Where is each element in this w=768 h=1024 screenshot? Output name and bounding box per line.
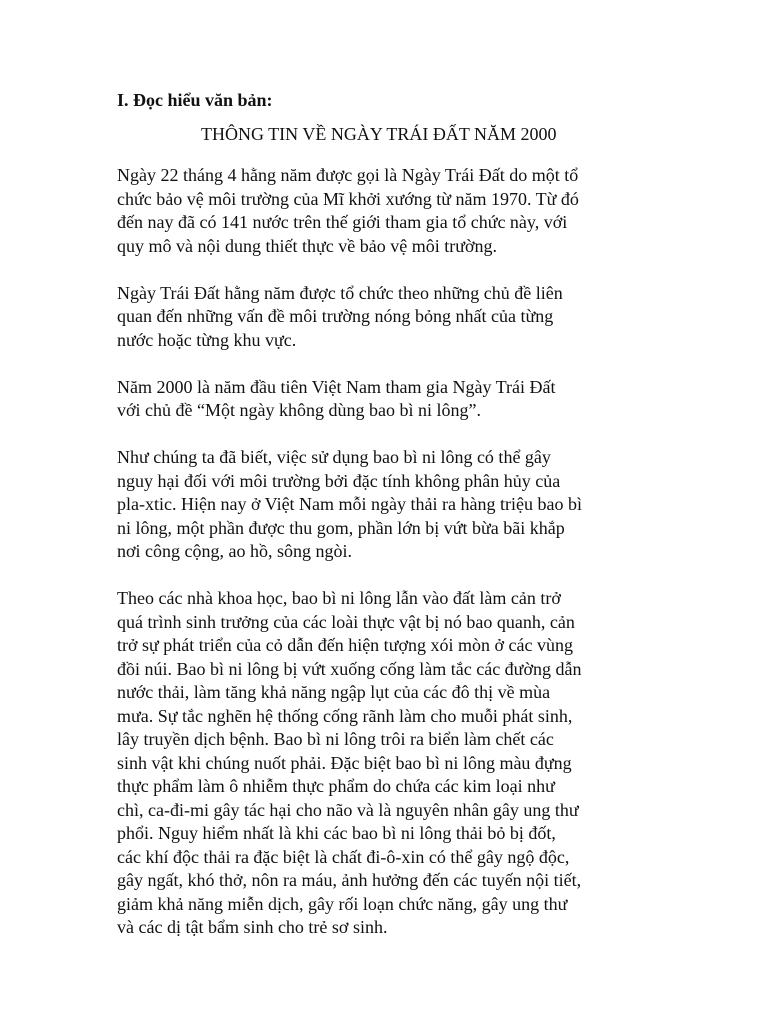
text-line: thực phẩm làm ô nhiễm thực phẩm do chứa các kim loại như bbox=[117, 776, 555, 796]
text-line: Ngày 22 tháng 4 hằng năm được gọi là Ngày Trái Đất do một tổ bbox=[117, 165, 579, 185]
text-line: và các dị tật bẩm sinh cho trẻ sơ sinh. bbox=[117, 917, 388, 937]
text-line: phổi. Nguy hiểm nhất là khi các bao bì ni lông thải bỏ bị đốt, bbox=[117, 823, 556, 843]
section-heading: I. Đọc hiểu văn bản: bbox=[117, 90, 273, 110]
text-line: nước hoặc từng khu vực. bbox=[117, 329, 297, 350]
text-line: pla-xtic. Hiện nay ở Việt Nam mỗi ngày thải ra hàng triệu bao bì bbox=[117, 494, 582, 514]
text-line: Năm 2000 là năm đầu tiên Việt Nam tham gia Ngày Trái Đất bbox=[117, 376, 556, 397]
text-line: mưa. Sự tắc nghẽn hệ thống cống rãnh làm cho muỗi phát sinh, bbox=[117, 705, 573, 726]
text-line: Ngày Trái Đất hằng năm được tổ chức theo những chủ đề liên bbox=[117, 282, 563, 303]
text-line: với chủ đề “Một ngày không dùng bao bì ni lông”. bbox=[117, 400, 481, 420]
text-line: chì, ca-đi-mi gây tác hại cho não và là nguyên nhân gây ung thư bbox=[117, 799, 579, 820]
text-line: gây ngất, khó thở, nôn ra máu, ảnh hưởng đến các tuyến nội tiết, bbox=[117, 870, 582, 890]
document-page bbox=[117, 88, 677, 963]
text-line: ni lông, một phần được thu gom, phần lớn bị vứt bừa bãi khắp bbox=[117, 517, 565, 538]
text-line: quá trình sinh trưởng của các loài thực vật bị nó bao quanh, cản bbox=[117, 611, 575, 632]
text-line: quan đến những vấn đề môi trường nóng bỏng nhất của từng bbox=[117, 306, 554, 326]
text-line: quy mô và nội dung thiết thực về bảo vệ môi trường. bbox=[117, 235, 497, 256]
text-line: trở sự phát triển của cỏ dẫn đến hiện tượng xói mòn ở các vùng bbox=[117, 635, 573, 655]
paragraph-5 bbox=[117, 587, 677, 940]
text-line: Như chúng ta đã biết, việc sử dụng bao bì ni lông có thể gây bbox=[117, 447, 551, 467]
text-line: Theo các nhà khoa học, bao bì ni lông lẫn vào đất làm cản trở bbox=[117, 588, 561, 608]
text-line: nước thải, làm tăng khả năng ngập lụt của các đô thị về mùa bbox=[117, 682, 551, 702]
paragraph-2 bbox=[117, 282, 677, 353]
text-line: chức bảo vệ môi trường của Mĩ khởi xướng từ năm 1970. Từ đó bbox=[117, 188, 579, 209]
paragraph-4 bbox=[117, 446, 677, 564]
text-line: nguy hại đối với môi trường bởi đặc tính không phân hủy của bbox=[117, 470, 561, 491]
document-title: THÔNG TIN VỀ NGÀY TRÁI ĐẤT NĂM 2000 bbox=[201, 124, 557, 144]
paragraph-1 bbox=[117, 164, 677, 258]
text-line: đến nay đã có 141 nước trên thế giới tham gia tổ chức này, với bbox=[117, 212, 568, 232]
text-line: lây truyền dịch bệnh. Bao bì ni lông trôi ra biển làm chết các bbox=[117, 729, 554, 749]
paragraph-3 bbox=[117, 376, 677, 423]
text-line: sinh vật khi chúng nuốt phải. Đặc biệt bao bì ni lông màu đựng bbox=[117, 752, 572, 773]
text-line: các khí độc thải ra đặc biệt là chất đi-ô-xin có thể gây ngộ độc, bbox=[117, 846, 570, 867]
text-line: nơi công cộng, ao hồ, sông ngòi. bbox=[117, 541, 352, 561]
text-line: đồi núi. Bao bì ni lông bị vứt xuống cống làm tắc các đường dẫn bbox=[117, 658, 582, 679]
text-line: giảm khả năng miễn dịch, gây rối loạn chức năng, gây ung thư bbox=[117, 893, 568, 914]
